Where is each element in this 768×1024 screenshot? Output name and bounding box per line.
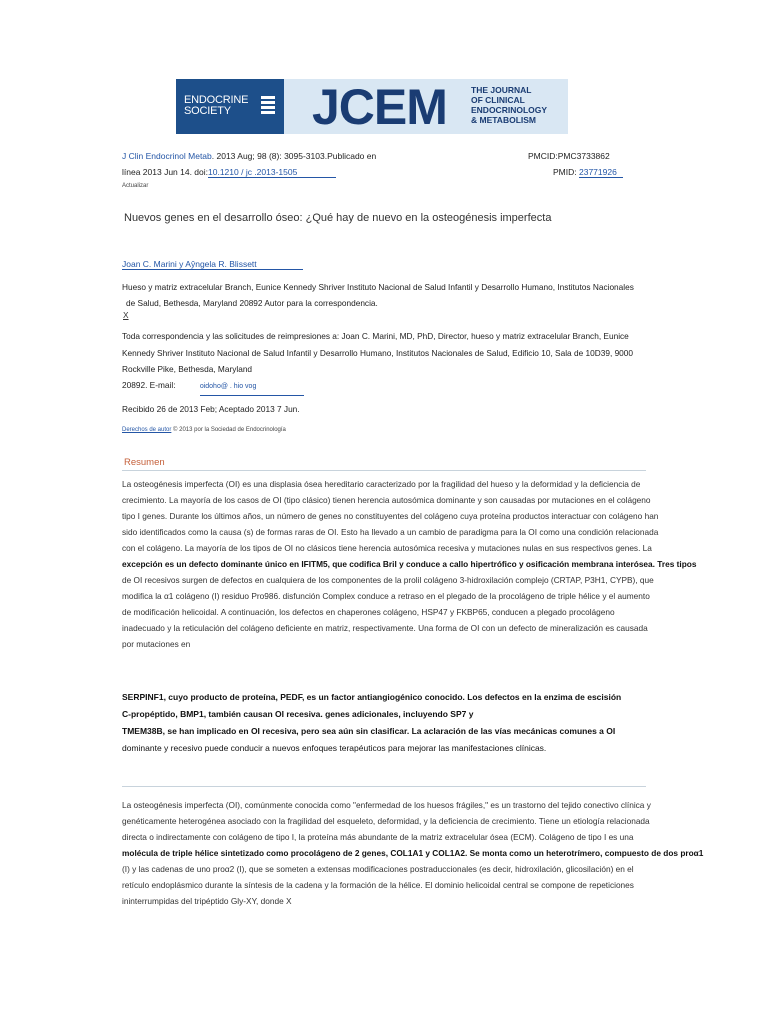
abstract-continuation: SERPINF1, cuyo producto de proteína, PEDF, es un factor antiangiogénico conocido. Los defectos en la enzima de escisión C-propéptido, BMP1, también causan OI recesiva. genes adicionales, incluyendo SP7 y TMEM38B, se han implicado en OI recesiva, pero sea aún sin clasificar. La aclaración de las vías mecánicas comunes a OI dominante y recesivo puede conducir a nuevos enfoques terapéuticos para mejorar las manifestaciones clínicas.	[122, 692, 622, 753]
jcem-wordmark: JCEM	[312, 79, 447, 135]
jcem-subtitle: THE JOURNAL OF CLINICAL ENDOCRINOLOGY & METABOLISM	[471, 85, 548, 125]
correspondence-line4: 20892. E-mail: oidoho@ . hio vog	[122, 377, 304, 396]
society-emblem-icon	[261, 96, 275, 118]
article-title: Nuevos genes en el desarrollo óseo: ¿Qué hay de nuevo en la osteogénesis imperfecta	[124, 212, 552, 224]
endocrine-society-logo	[176, 79, 284, 134]
pmid: PMID: 23771926	[553, 167, 623, 178]
affiliation-line2: de Salud, Bethesda, Maryland 20892 Autor para la correspondencia.	[126, 298, 378, 308]
introduction-body: La osteogénesis imperfecta (OI), comúnmente conocida como "enfermedad de los huesos frágiles," es un trastorno del tejido conectivo clínica y genéticamente heterogénea asociado con la fragilidad del esqueleto, deformidad, y la deficiencia de crecimiento. Tiene un etiología relacionada directa o indirectamente con colágeno de tipo I, la proteína más abundante de la matriz extracelular ósea (ECM). Colágeno de tipo I es una molécula de triple hélice sintetizado como procolágeno de 2 genes, COL1A1 y COL1A2. Se monta como un heterotrímero, compuesto de dos proα1 (I) y las cadenas de uno proα2 (I), que se someten a extensas modificaciones postraduccionales (es decir, hidroxilación, glicosilación) en el retículo endoplásmico durante la síntesis de la cadena y la formación de la hélice. El dominio helicoidal central se compone de repeticiones ininterrumpidas del tripéptido Gly-XY, donde X	[122, 800, 704, 906]
email-link[interactable]: oidoho@ . hio vog	[200, 379, 304, 396]
update-link[interactable]: Actualizar	[122, 183, 149, 189]
journal-link[interactable]: J Clin Endocrinol Metab	[122, 151, 212, 161]
pmcid: PMCID:PMC3733862	[528, 151, 610, 161]
citation-line1: J Clin Endocrinol Metab. 2013 Aug; 98 (8): 3095-3103.Publicado en	[122, 151, 377, 161]
citation-line2: línea 2013 Jun 14. doi:10.1210 / jc .2013-1505	[122, 167, 336, 178]
abstract-heading: Resumen	[124, 457, 165, 468]
received-dates: Recibido 26 de 2013 Feb; Aceptado 2013 7 Jun.	[122, 404, 300, 414]
affiliation-line1: Hueso y matriz extracelular Branch, Eunice Kennedy Shriver Instituto Nacional de Salud Infantil y Desarrollo Humano, Institutos Nacionales	[122, 282, 634, 292]
correspondence-line2: Kennedy Shriver Instituto Nacional de Salud Infantil y Desarrollo Humano, Institutos Nacionales de Salud, Edificio 10, Sala de 10D39, 9000	[122, 348, 634, 358]
correspondence-line3: Rockville Pike, Bethesda, Maryland	[122, 364, 253, 374]
authors	[122, 259, 303, 270]
jcem-logo	[284, 79, 568, 134]
society-line2: SOCIETY	[184, 105, 231, 117]
copyright: Derechos de autor © 2013 por la Sociedad de Endocrinología	[122, 427, 286, 433]
correspondence-line1: Toda correspondencia y las solicitudes de reimpresiones a: Joan C. Marini, MD, PhD, Director, hueso y matriz extracelular Branch, Eunice	[122, 331, 629, 341]
affiliation-mark[interactable]: X	[123, 310, 129, 320]
copyright-link[interactable]: Derechos de autor	[122, 427, 172, 433]
abstract-divider	[122, 470, 646, 471]
pmid-link[interactable]: 23771926	[579, 167, 623, 178]
section-divider	[122, 786, 646, 787]
authors-link[interactable]: Joan C. Marini y Aŷngela R. Blissett	[122, 259, 303, 270]
journal-banner	[176, 79, 568, 134]
abstract-body: La osteogénesis imperfecta (OI) es una displasia ósea hereditario caracterizado por la fragilidad del hueso y la deformidad y la deficiencia de crecimiento. La mayoría de los casos de OI (tipo clásico) tienen herencia autosómica dominante y son causadas por mutaciones en el colágeno tipo I genes. Durante los últimos años, un número de genes no constituyentes del colágeno cuya proteína productos interactuar con colágeno han sido identificados como la causa (s) de formas raras de OI. Esto ha llevado a un cambio de paradigma para la OI como una condición relacionada con el colágeno. La mayoría de los tipos de OI no clásicos tiene herencia autosómica recesiva y mutaciones nulas en sus respectivos genes. La excepción es un defecto dominante único en IFITM5, que codifica Bril y conduce a callo hipertrófico y osificación membrana interósea. Tres tipos de OI recesivos surgen de defectos en cualquiera de los componentes de la prolil colágeno 3-hidroxilación complejo (CRTAP, P3H1, CYPB), que modifica la α1 colágeno (I) residuo Pro986. disfunción Complex conduce a retraso en el plegado de la procolágeno de triple hélice y el aumento de modificación helicoidal. A continuación, los defectos en chaperones colágeno, HSP47 y FKBP65, conducen a plegado procolágeno inadecuado y la reticulación del colágeno deficiente en matriz, respectivamente. Una forma de OI con un defecto de mineralización es causada por mutaciones en	[122, 479, 697, 649]
doi-link[interactable]: 10.1210 / jc .2013-1505	[208, 167, 336, 178]
society-line1: ENDOCRINE	[184, 94, 249, 106]
